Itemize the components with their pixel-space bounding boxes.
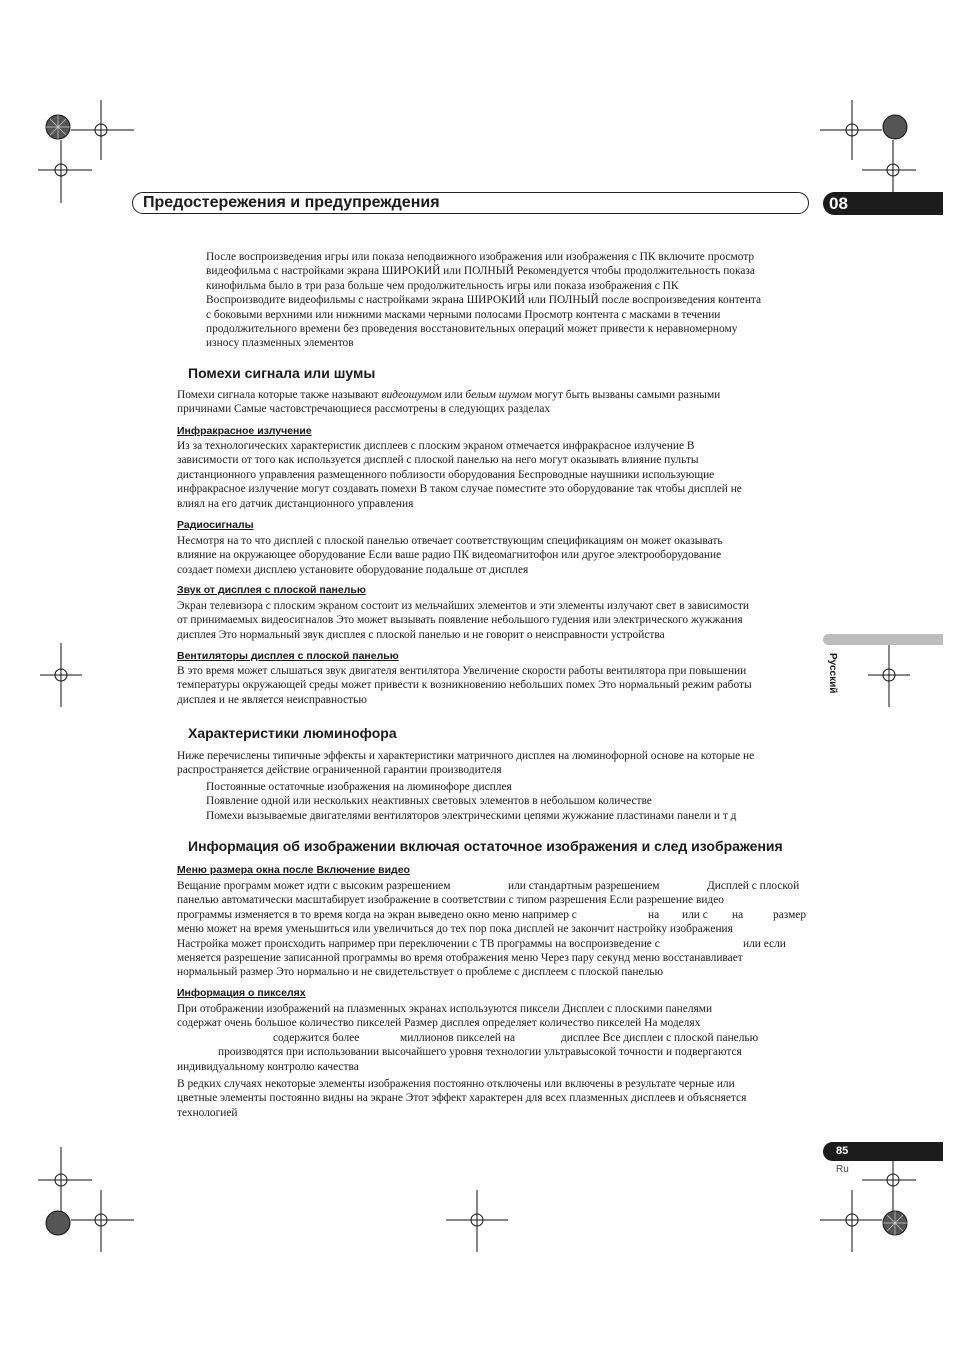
text-line: меню может на время уменьшиться или увеличиться до тех пор пока дисплей не закончит настройку изображения (177, 923, 733, 936)
subheading-window-size: Меню размера окна после Включение видео (177, 864, 410, 876)
subheading-radio: Радиосигналы (177, 519, 254, 531)
intro-paragraph (206, 250, 761, 351)
sound-paragraph (177, 599, 749, 642)
text-line: Помехи сигнала которые также называют видеошумом или белым шумом могут быть вызваны самыми разными (177, 389, 721, 401)
text-line: износу плазменных элементов (206, 337, 354, 350)
section-heading-image: Информация об изображении включая остаточное изображения и след изображения (188, 838, 783, 854)
subheading-fans: Вентиляторы дисплея с плоской панелью (177, 650, 399, 662)
crosshair-mark-icon (820, 1190, 882, 1252)
crosshair-mark-icon (71, 100, 134, 160)
pixels-paragraph (177, 1002, 809, 1074)
text-line: В редких случаях некоторые элементы изображения постоянно отключены или включены в результате черные или (177, 1078, 735, 1090)
fans-paragraph (177, 664, 752, 707)
text-line: от принимаемых видеосигналов Это может вызывать появление небольшого гудения или электрического жужжания (177, 614, 743, 627)
noise-intro (177, 388, 720, 417)
section-heading-phosphor: Характеристики люминофора (188, 725, 397, 741)
language-label: Русский (827, 653, 838, 694)
crosshair-mark-icon (38, 140, 92, 203)
registration-disk-icon (883, 115, 907, 139)
text-line: Ниже перечислены типичные эффекты и характеристики матричного дисплея на люминофорной основе на которые не (177, 750, 755, 762)
page-title: Предостережения и предупреждения (143, 194, 440, 211)
text-line: Несмотря на то что дисплей с плоской панелью отвечает соответствующим спецификациям он может оказывать (177, 535, 723, 547)
subheading-sound: Звук от дисплея с плоской панелью (177, 584, 366, 596)
window-paragraph (177, 879, 809, 980)
infrared-paragraph (177, 439, 742, 511)
text-line: При отображении изображений на плазменных экранах используются пиксели Дисплеи с плоскими панелями (177, 1003, 713, 1015)
text-line: температуры окружающей среды может привести к возникновению небольших помех Это нормальный режим работы (177, 679, 752, 692)
language-tab (824, 653, 840, 713)
list-item: Постоянные остаточные изображения на люминофоре дисплея (206, 781, 512, 793)
text-line: дисплея Это нормальный звук дисплея с плоской панелью и не говорит о неисправности устройства (177, 628, 665, 641)
text-line: цветные элементы постоянно видны на экране Этот эффект характерен для всех плазменных дисплеев и объясняется (177, 1092, 747, 1105)
registration-disk-icon (46, 115, 70, 139)
text-line: инфракрасное излучение могут создавать помехи В таком случае поместите это оборудование так чтобы дисплей не (177, 483, 742, 496)
crosshair-mark-icon (71, 1190, 134, 1252)
text-line: дисплея и не является неисправностью (177, 693, 367, 706)
text-line: программы изменяется в то время когда на экран выведено окно меню например с на или с на размер (177, 908, 807, 921)
text-line: создает помехи дисплею установите оборудование подальше от дисплея (177, 563, 529, 576)
text-line: содержится более миллионов пикселей на дисплее Все дисплеи с плоской панелью (273, 1031, 759, 1044)
text-line: распространяется действие ограниченной гарантии производителя (177, 764, 502, 777)
text-line: с боковыми верхними или нижними масками черными полосами Просмотр контента с масками в течении (206, 308, 721, 321)
text-line: содержат очень большое количество пикселей Размер дисплея определяет количество пикселей На моделях (177, 1017, 701, 1030)
text-line: Экран телевизора с плоским экраном состоит из мельчайших элементов и эти элементы излучают свет в зависимости (177, 600, 749, 612)
pixels-paragraph-2 (177, 1077, 746, 1120)
section-heading-noise: Помехи сигнала или шумы (188, 365, 376, 381)
crosshair-mark-icon (38, 1147, 92, 1212)
text-line: Воспроизводите видеофильмы с настройками экрана ШИРОКИЙ или ПОЛНЫЙ после воспроизведения контента (206, 294, 762, 307)
text-line: меняется разрешение записанной программы во время отображения меню Через пару секунд меню восстанавливает (177, 951, 743, 964)
registration-disk-icon (883, 1211, 907, 1235)
text-line: дистанционного управления размещенного поблизости оборудования Беспроводные наушники использующие (177, 468, 715, 481)
text-line: панелью автоматически масштабирует изображение в соответствии с типом разрешения Если разрешение видео (177, 894, 724, 907)
text-line: Настройка может происходить например при переключении с ТВ программы на воспроизведение с или если (177, 937, 786, 950)
subheading-pixels: Информация о пикселях (177, 987, 306, 999)
list-item: Появление одной или нескольких неактивных световых элементов в небольшом количестве (206, 795, 652, 808)
text-line: Вещание программ может идти с высоким разрешением или стандартным разрешением Дисплей с плоской (177, 880, 800, 892)
page-language-code: Ru (836, 1164, 849, 1175)
radio-paragraph (177, 534, 723, 577)
registration-disk-icon (46, 1211, 70, 1235)
text-line: индивидуальному контролю качества (177, 1060, 359, 1073)
text-line: продолжительного времени без проведения восстановительных операций может привести к неравномерному (206, 323, 738, 336)
text-line: зависимости от того как используется дисплей с плоской панелью на него могут оказывать влияние пульты (177, 454, 699, 467)
text-line: В это время может слышаться звук двигателя вентилятора Увеличение скорости работы вентилятора при повышении (177, 665, 747, 677)
text-line: влияние на окружающее оборудование Если ваше радио ПК видеомагнитофон или другое электрооборудование (177, 549, 722, 562)
language-tab-bar (823, 634, 943, 645)
crosshair-mark-icon (40, 643, 82, 707)
text-line: нормальный размер Это нормально и не свидетельствует о проблеме с дисплеем с плоской панелью (177, 966, 663, 979)
crosshair-mark-icon (446, 1190, 508, 1252)
text-line: технологией (177, 1106, 238, 1119)
text-line: влиял на его датчик дистанционного управления (177, 497, 414, 510)
phosphor-list (206, 780, 736, 823)
page-number: 85 (836, 1145, 849, 1157)
crosshair-mark-icon (820, 100, 882, 160)
crosshair-mark-icon (868, 643, 910, 707)
text-line: видеофильма с настройками экрана ШИРОКИЙ или ПОЛНЫЙ Рекомендуется чтобы продолжительность показа (206, 265, 755, 278)
text-line: После воспроизведения игры или показа неподвижного изображения или изображения с ПК включите просмотр (206, 251, 755, 263)
chapter-number: 08 (829, 194, 848, 213)
text-line: Из за технологических характеристик дисплеев с плоским экраном отмечается инфракрасное излучение В (177, 440, 695, 452)
phosphor-paragraph (177, 749, 754, 778)
text-line: производятся при использовании высочайшего уровня технологии ультравысокой точности и подвергаются (218, 1046, 742, 1059)
list-item: Помехи вызываемые двигателями вентиляторов электрическими цепями жужжание пластинами панели и т д (206, 809, 737, 822)
text-line: причинами Самые частовстречающиеся рассмотрены в следующих разделах (177, 403, 551, 416)
text-line: кинофильма было в три раза больше чем продолжительность игры или показа изображения с ПК (206, 279, 679, 292)
subheading-infrared: Инфракрасное излучение (177, 425, 312, 437)
